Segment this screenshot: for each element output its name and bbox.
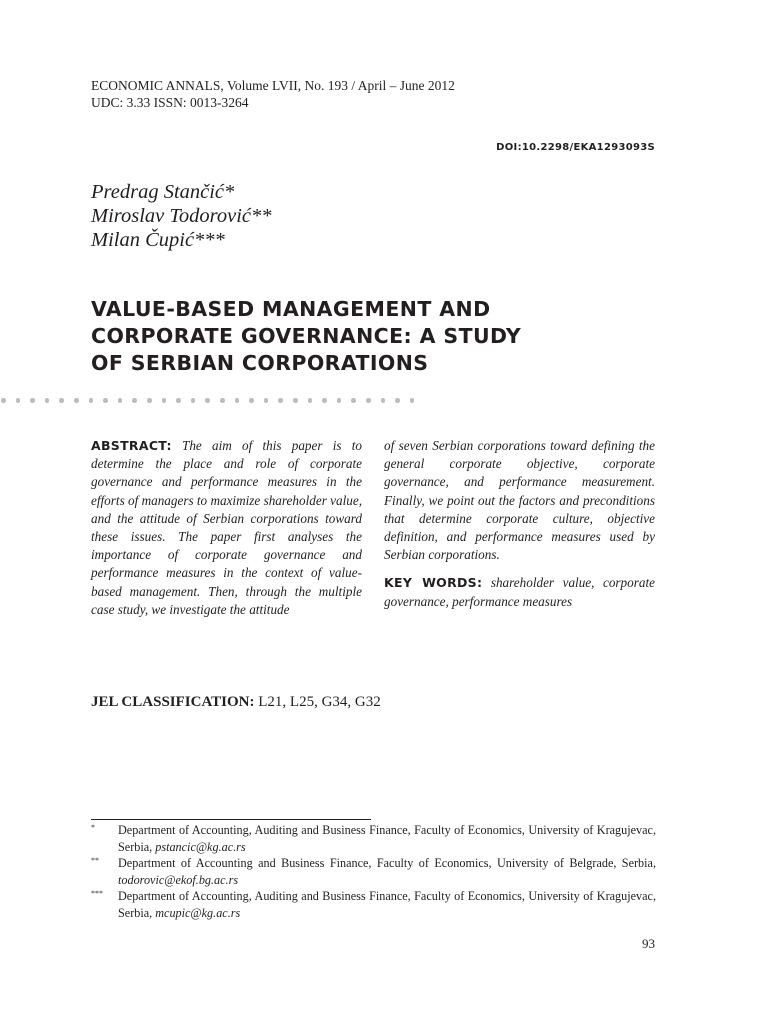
page-number: 93 xyxy=(642,936,655,951)
author-name: Predrag Stančić* xyxy=(91,181,235,203)
divider-dot xyxy=(235,398,240,403)
divider-dot xyxy=(89,398,94,403)
footnote xyxy=(91,855,656,888)
divider-dot xyxy=(293,398,298,403)
footnote-mark: * xyxy=(91,823,95,832)
jel-label: JEL CLASSIFICATION: xyxy=(91,694,255,710)
journal-title-line: ECONOMIC ANNALS, Volume LVII, No. 193 / April – June 2012 xyxy=(91,78,455,93)
divider-dot xyxy=(1,398,6,403)
divider-dot xyxy=(162,398,167,403)
divider-dot xyxy=(249,398,254,403)
abstract-column-right xyxy=(384,437,655,611)
keywords-block xyxy=(384,574,655,610)
footnote-email[interactable]: pstancic@kg.ac.rs xyxy=(155,839,246,854)
divider-dot xyxy=(59,398,64,403)
abstract-text-continued: of seven Serbian corporations toward defining the general corporate objective, corporate governance, and performance measurement. Finally, we point out the factors and preconditions that determine corporate culture, objective definition, and performance measures used by Serbian corporations. xyxy=(384,438,655,563)
divider-dot xyxy=(308,398,313,403)
footnote-text: Department of Accounting, Auditing and Business Finance, Faculty of Economics, University of Kragujevac, Serbia, xyxy=(118,889,656,920)
author-name: Milan Čupić*** xyxy=(91,229,225,251)
author-list xyxy=(91,180,272,252)
title-line: OF SERBIAN CORPORATIONS xyxy=(91,351,429,375)
divider-dot xyxy=(410,398,415,403)
divider-dot xyxy=(205,398,210,403)
divider-dot xyxy=(132,398,137,403)
doi-link[interactable]: DOI:10.2298/EKA1293093S xyxy=(496,142,655,153)
divider-dot xyxy=(118,398,123,403)
footnote-text: Department of Accounting, Auditing and Business Finance, Faculty of Economics, University of Kragujevac, Serbia, xyxy=(118,823,656,854)
jel-classification xyxy=(91,694,381,711)
jel-codes: L21, L25, G34, G32 xyxy=(258,694,381,710)
divider-dot xyxy=(322,398,327,403)
divider-dot xyxy=(220,398,225,403)
udc-issn-line: UDC: 3.33 ISSN: 0013-3264 xyxy=(91,95,249,110)
divider-dot xyxy=(337,398,342,403)
divider-dot xyxy=(176,398,181,403)
divider-dot xyxy=(45,398,50,403)
abstract-column-left xyxy=(91,437,362,619)
abstract-text: The aim of this paper is to determine the place and role of corporate governance and performance measures in the efforts of managers to maximize shareholder value, and the attitude of Serbian corporations toward these issues. The paper first analyses the importance of corporate governance and performance measures in the context of value-based management. Then, through the multiple case study, we investigate the attitude xyxy=(91,438,363,617)
divider-dot xyxy=(103,398,108,403)
footnote-rule xyxy=(91,819,371,820)
divider-dot xyxy=(74,398,79,403)
divider-dot xyxy=(395,398,400,403)
footnote xyxy=(91,822,656,855)
footnote-mark: *** xyxy=(91,889,103,898)
title-line: CORPORATE GOVERNANCE: A STUDY xyxy=(91,324,522,348)
title-line: VALUE-BASED MANAGEMENT AND xyxy=(91,297,491,321)
footnote-email[interactable]: mcupic@kg.ac.rs xyxy=(155,905,241,920)
divider-dot xyxy=(278,398,283,403)
footnote-email[interactable]: todorovic@ekof.bg.ac.rs xyxy=(118,872,239,887)
footnote xyxy=(91,888,656,921)
footnote-text: Department of Accounting and Business Finance, Faculty of Economics, University of Belgrade, Serbia, xyxy=(118,856,656,870)
divider-dot xyxy=(147,398,152,403)
divider-dot xyxy=(366,398,371,403)
dotted-divider xyxy=(0,396,440,406)
divider-dot xyxy=(191,398,196,403)
divider-dot xyxy=(381,398,386,403)
footnote-mark: ** xyxy=(91,856,99,865)
keywords-label: KEY WORDS: xyxy=(384,575,483,591)
paper-title xyxy=(91,296,651,377)
journal-header xyxy=(91,77,455,111)
divider-dot xyxy=(30,398,35,403)
author-name: Miroslav Todorović** xyxy=(91,205,272,227)
divider-dot xyxy=(264,398,269,403)
divider-dot xyxy=(351,398,356,403)
keywords-text: shareholder value, corporate governance, performance measures xyxy=(384,575,655,609)
divider-dot xyxy=(16,398,21,403)
abstract-label: ABSTRACT: xyxy=(91,438,172,453)
